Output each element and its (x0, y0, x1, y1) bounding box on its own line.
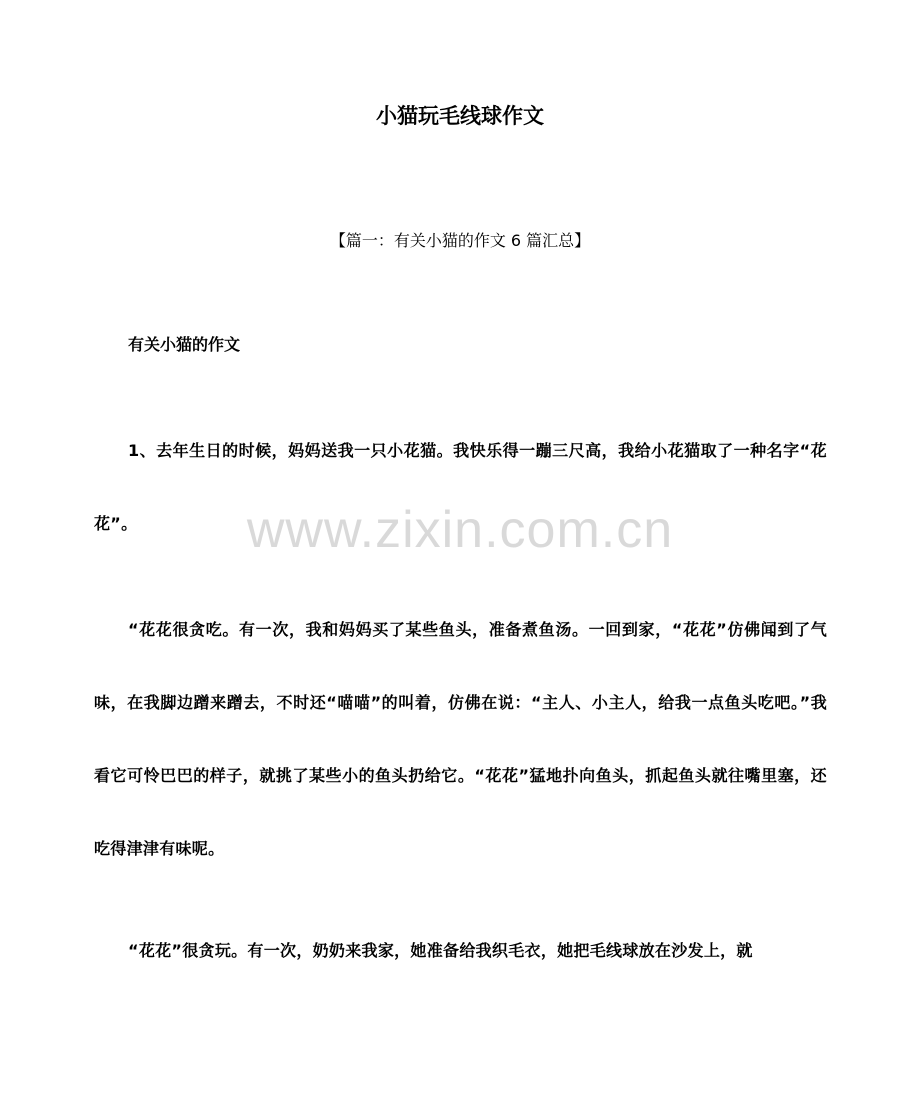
paragraph-2: “花花很贪吃。有一次，我和妈妈买了某些鱼头，准备煮鱼汤。一回到家，“花花”仿佛闻到了气味，在我脚边蹭来蹭去，不时还“喵喵”的叫着，仿佛在说：“主人、小主人，给我一点鱼头吃吧。”我看它可怜巴巴的样子，就挑了某些小的鱼头扔给它。“花花”猛地扑向鱼头，抓起鱼头就往嘴里塞，还吃得津津有味呢。 (94, 620, 827, 858)
section-subtitle: 【篇一：有关小猫的作文 6 篇汇总】 (329, 231, 591, 250)
paragraph-3: “花花”很贪玩。有一次，奶奶来我家，她准备给我织毛衣，她把毛线球放在沙发上，就 (128, 941, 753, 960)
paragraph-1: 1、去年生日的时候，妈妈送我一只小花猫。我快乐得一蹦三尺高，我给小花猫取了一种名字“花花”。 (94, 441, 827, 533)
watermark: www.zixin.com.cn (246, 501, 674, 559)
document-title: 小猫玩毛线球作文 (376, 104, 544, 128)
section-heading: 有关小猫的作文 (128, 335, 241, 354)
